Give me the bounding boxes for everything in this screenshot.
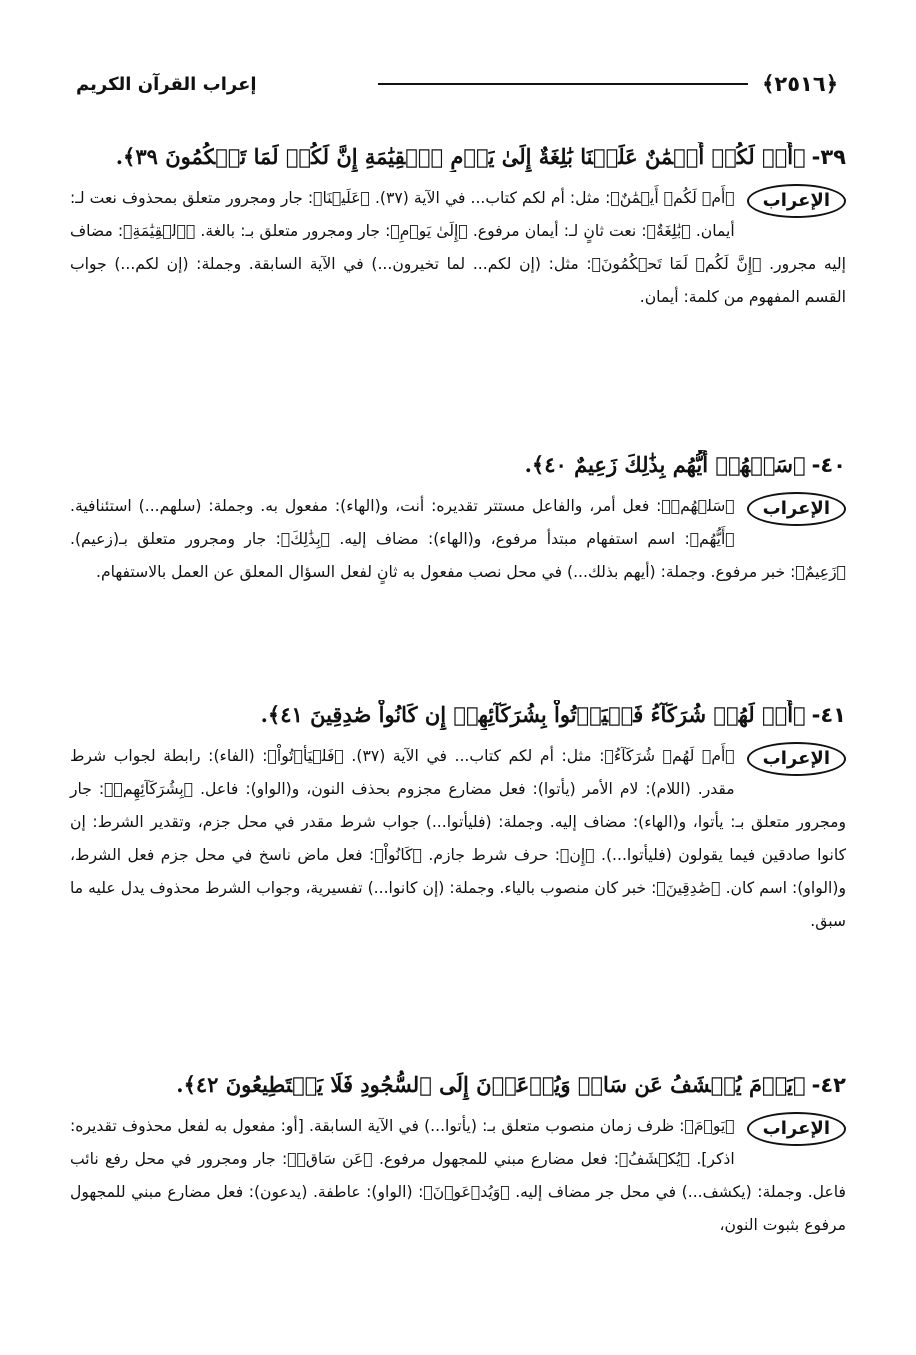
verse-number: ٣٩-: [811, 145, 846, 169]
irab-badge: الإعراب: [747, 184, 846, 218]
verse-39: [70, 142, 846, 172]
irab-badge: الإعراب: [747, 742, 846, 776]
irab-paragraph: [70, 1110, 846, 1242]
irab-text: ﴿أَمۡ لَهُمۡ شُرَكَآءُ﴾: مثل: أم لكم كتاب... في الآية (٣٧). ﴿فَلۡيَأۡتُواْ﴾: (الفاء): رابطة لجواب شرط مقدر. (اللام): لام الأمر (يأتوا): فعل مضارع مجزوم بحذف النون، و(الواو): فاعل. ﴿بِشُرَكَآئِهِمۡ﴾: جار ومجرور متعلق بـ: يأتوا، و(الهاء): مضاف إليه. وجملة: (فليأتوا...) جواب شرط مقدر في محل جزم، وتقدير الشرط: إن كانوا صادقين فيما يقولون (فليأتوا...). ﴿إِن﴾: حرف شرط جازم. ﴿كَانُواْ﴾: فعل ماض ناسخ في محل جزم فعل الشرط، و(الواو): اسم كان. ﴿صَٰدِقِينَ﴾: خبر كان منصوب بالياء. وجملة: (إن كانوا...) تفسيرية، وجواب الشرط محذوف يدل عليه ما سبق.: [70, 747, 846, 930]
irab-badge: الإعراب: [747, 492, 846, 526]
verse-42: [70, 1070, 846, 1100]
verse-number: ٤١-: [811, 703, 846, 727]
verse-section-41: [70, 700, 846, 938]
verse-section-39: [70, 142, 846, 314]
irab-paragraph: [70, 740, 846, 938]
irab-text: ﴿أَمۡ لَكُمۡ أَيۡمَٰنٌ﴾: مثل: أم لكم كتاب... في الآية (٣٧). ﴿عَلَيۡنَا﴾: جار ومجرور متعلق بمحذوف نعت لـ: أيمان. ﴿بَٰلِغَةٌ﴾: نعت ثانٍ لـ: أيمان مرفوع. ﴿إِلَىٰ يَوۡمِ﴾: جار ومجرور متعلق بـ: بالغة. ﴿ٱلۡقِيَٰمَةِ﴾: مضاف إليه مجرور. ﴿إِنَّ لَكُمۡ لَمَا تَحۡكُمُونَ﴾: مثل: (إن لكم... لما تخيرون...) في الآية السابقة. وجملة: (إن لكم...) جواب القسم المفهوم من كلمة: أيمان.: [70, 189, 846, 306]
verse-41: [70, 700, 846, 730]
verse-section-40: [70, 450, 846, 589]
verse-text: ﴿يَوۡمَ يُكۡشَفُ عَن سَاقٖ وَيُدۡعَوۡنَ إِلَى ٱلسُّجُودِ فَلَا يَسۡتَطِيعُونَ ٤٢﴾.: [176, 1072, 806, 1097]
header-rule: [378, 83, 748, 85]
irab-paragraph: [70, 490, 846, 589]
verse-text: ﴿أَمۡ لَهُمۡ شُرَكَآءُ فَلۡيَأۡتُواْ بِشُرَكَآئِهِمۡ إِن كَانُواْ صَٰدِقِينَ ٤١﴾.: [260, 702, 806, 727]
verse-text: ﴿أَمۡ لَكُمۡ أَيۡمَٰنٌ عَلَيۡنَا بَٰلِغَةٌ إِلَىٰ يَوۡمِ ٱلۡقِيَٰمَةِ إِنَّ لَكُمۡ لَمَا تَحۡكُمُونَ ٣٩﴾.: [115, 144, 806, 169]
verse-number: ٤٢-: [811, 1073, 846, 1097]
book-title: إعراب القرآن الكريم: [76, 73, 257, 95]
page-header: [76, 64, 842, 104]
verse-text: ﴿سَلۡهُمۡ أَيُّهُم بِذَٰلِكَ زَعِيمٌ ٤٠﴾.: [524, 452, 806, 477]
verse-section-42: [70, 1070, 846, 1242]
irab-text: ﴿يَوۡمَ﴾: ظرف زمان منصوب متعلق بـ: (يأتوا...) في الآية السابقة. [أو: مفعول به لفعل محذوف تقديره: اذكر]. ﴿يُكۡشَفُ﴾: فعل مضارع مبني للمجهول مرفوع. ﴿عَن سَاقٖ﴾: جار ومجرور في محل رفع نائب فاعل. وجملة: (يكشف...) في محل جر مضاف إليه. ﴿وَيُدۡعَوۡنَ﴾: (الواو): عاطفة. (يدعون): فعل مضارع مبني للمجهول مرفوع بثبوت النون،: [70, 1117, 846, 1234]
irab-badge: الإعراب: [747, 1112, 846, 1146]
verse-40: [70, 450, 846, 480]
page-number: ﴿٢٥١٦﴾: [762, 72, 838, 96]
irab-paragraph: [70, 182, 846, 314]
irab-text: ﴿سَلۡهُمۡ﴾: فعل أمر، والفاعل مستتر تقديره: أنت، و(الهاء): مفعول به. وجملة: (سلهم...) استئنافية. ﴿أَيُّهُم﴾: اسم استفهام مبتدأ مرفوع، و(الهاء): مضاف إليه. ﴿بِذَٰلِكَ﴾: جار ومجرور متعلق بـ(زعيم). ﴿زَعِيمٌ﴾: خبر مرفوع. وجملة: (أيهم بذلك...) في محل نصب مفعول به ثانٍ لفعل السؤال المعلق عن العمل بالاستفهام.: [70, 497, 846, 581]
verse-number: ٤٠-: [811, 453, 846, 477]
